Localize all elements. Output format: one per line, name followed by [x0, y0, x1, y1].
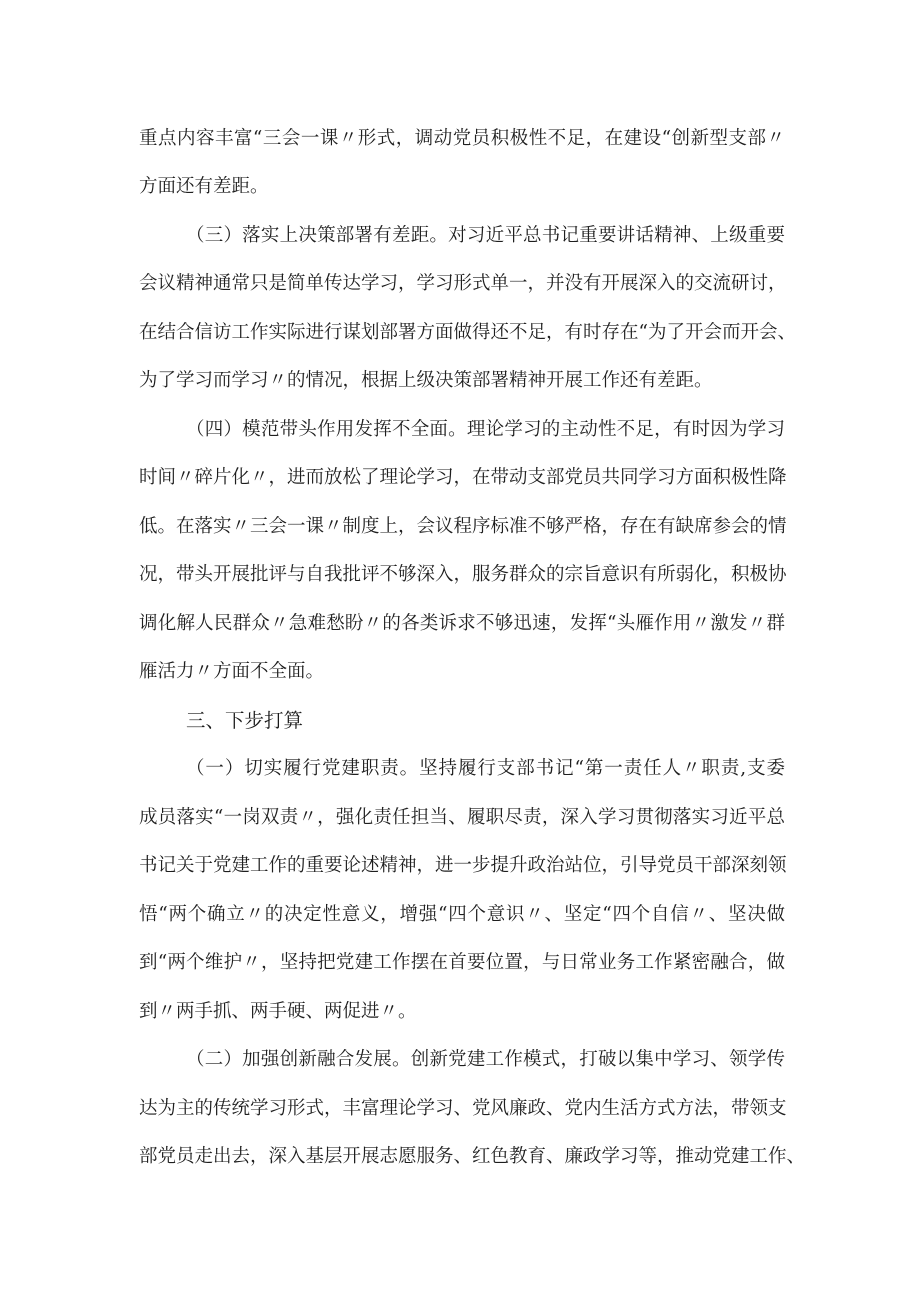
paragraph-line: 在结合信访工作实际进行谋划部署方面做得还不足，有时存在“为了开会而开会、	[139, 322, 796, 343]
paragraph-line: 为了学习而学习〃的情况，根据上级决策部署精神开展工作还有差距。	[139, 370, 713, 391]
paragraph-line: 成员落实“一岗双责〃，强化责任担当、履职尽责，深入学习贯彻落实习近平总	[139, 807, 785, 828]
paragraph-line: 书记关于党建工作的重要论述精神，进一步提升政治站位，引导党员干部深刻领	[139, 855, 787, 876]
paragraph-line: 到〃两手抓、两手硬、两促进〃。	[139, 1001, 417, 1022]
paragraph-line: 悟“两个确立〃的决定性意义，增强“四个意识〃、坚定“四个自信〃、坚决做	[139, 904, 785, 925]
paragraph-line: 况，带头开展批评与自我批评不够深入，服务群众的宗旨意识有所弱化，积极协	[139, 564, 787, 585]
paragraph-line: 达为主的传统学习形式，丰富理论学习、党风廉政、党内生活方式方法，带领支	[139, 1098, 787, 1119]
section-heading: 三、下步打算	[186, 709, 304, 732]
paragraph-line: 方面还有差距。	[139, 176, 269, 197]
paragraph-line: （四）模范带头作用发挥不全面。理论学习的主动性不足，有时因为学习	[186, 419, 785, 440]
paragraph-line: 低。在落实〃三会一课〃制度上，会议程序标准不够严格，存在有缺席参会的情	[139, 516, 787, 537]
paragraph-line: （一）切实履行党建职责。坚持履行支部书记“第一责任人〃职责,支委	[186, 758, 785, 779]
paragraph-line: 部党员走出去，深入基层开展志愿服务、红色教育、廉政学习等，推动党建工作、	[139, 1146, 806, 1167]
paragraph-line: （二）加强创新融合发展。创新党建工作模式，打破以集中学习、领学传	[186, 1049, 785, 1070]
paragraph-line: 会议精神通常只是简单传达学习，学习形式单一，并没有开展深入的交流研讨，	[139, 273, 787, 294]
paragraph-line: 时间〃碎片化〃，进而放松了理论学习，在带动支部党员共同学习方面积极性降	[139, 467, 787, 488]
paragraph-line: 重点内容丰富“三会一课〃形式，调动党员积极性不足，在建设“创新型支部〃	[139, 128, 785, 149]
paragraph-line: （三）落实上决策部署有差距。对习近平总书记重要讲话精神、上级重要	[186, 225, 785, 246]
paragraph-line: 雁活力〃方面不全面。	[139, 661, 325, 682]
paragraph-line: 到“两个维护〃，坚持把党建工作摆在首要位置，与日常业务工作紧密融合，做	[139, 952, 785, 973]
paragraph-line: 调化解人民群众〃急难愁盼〃的各类诉求不够迅速，发挥“头雁作用〃激发〃群	[139, 613, 785, 634]
